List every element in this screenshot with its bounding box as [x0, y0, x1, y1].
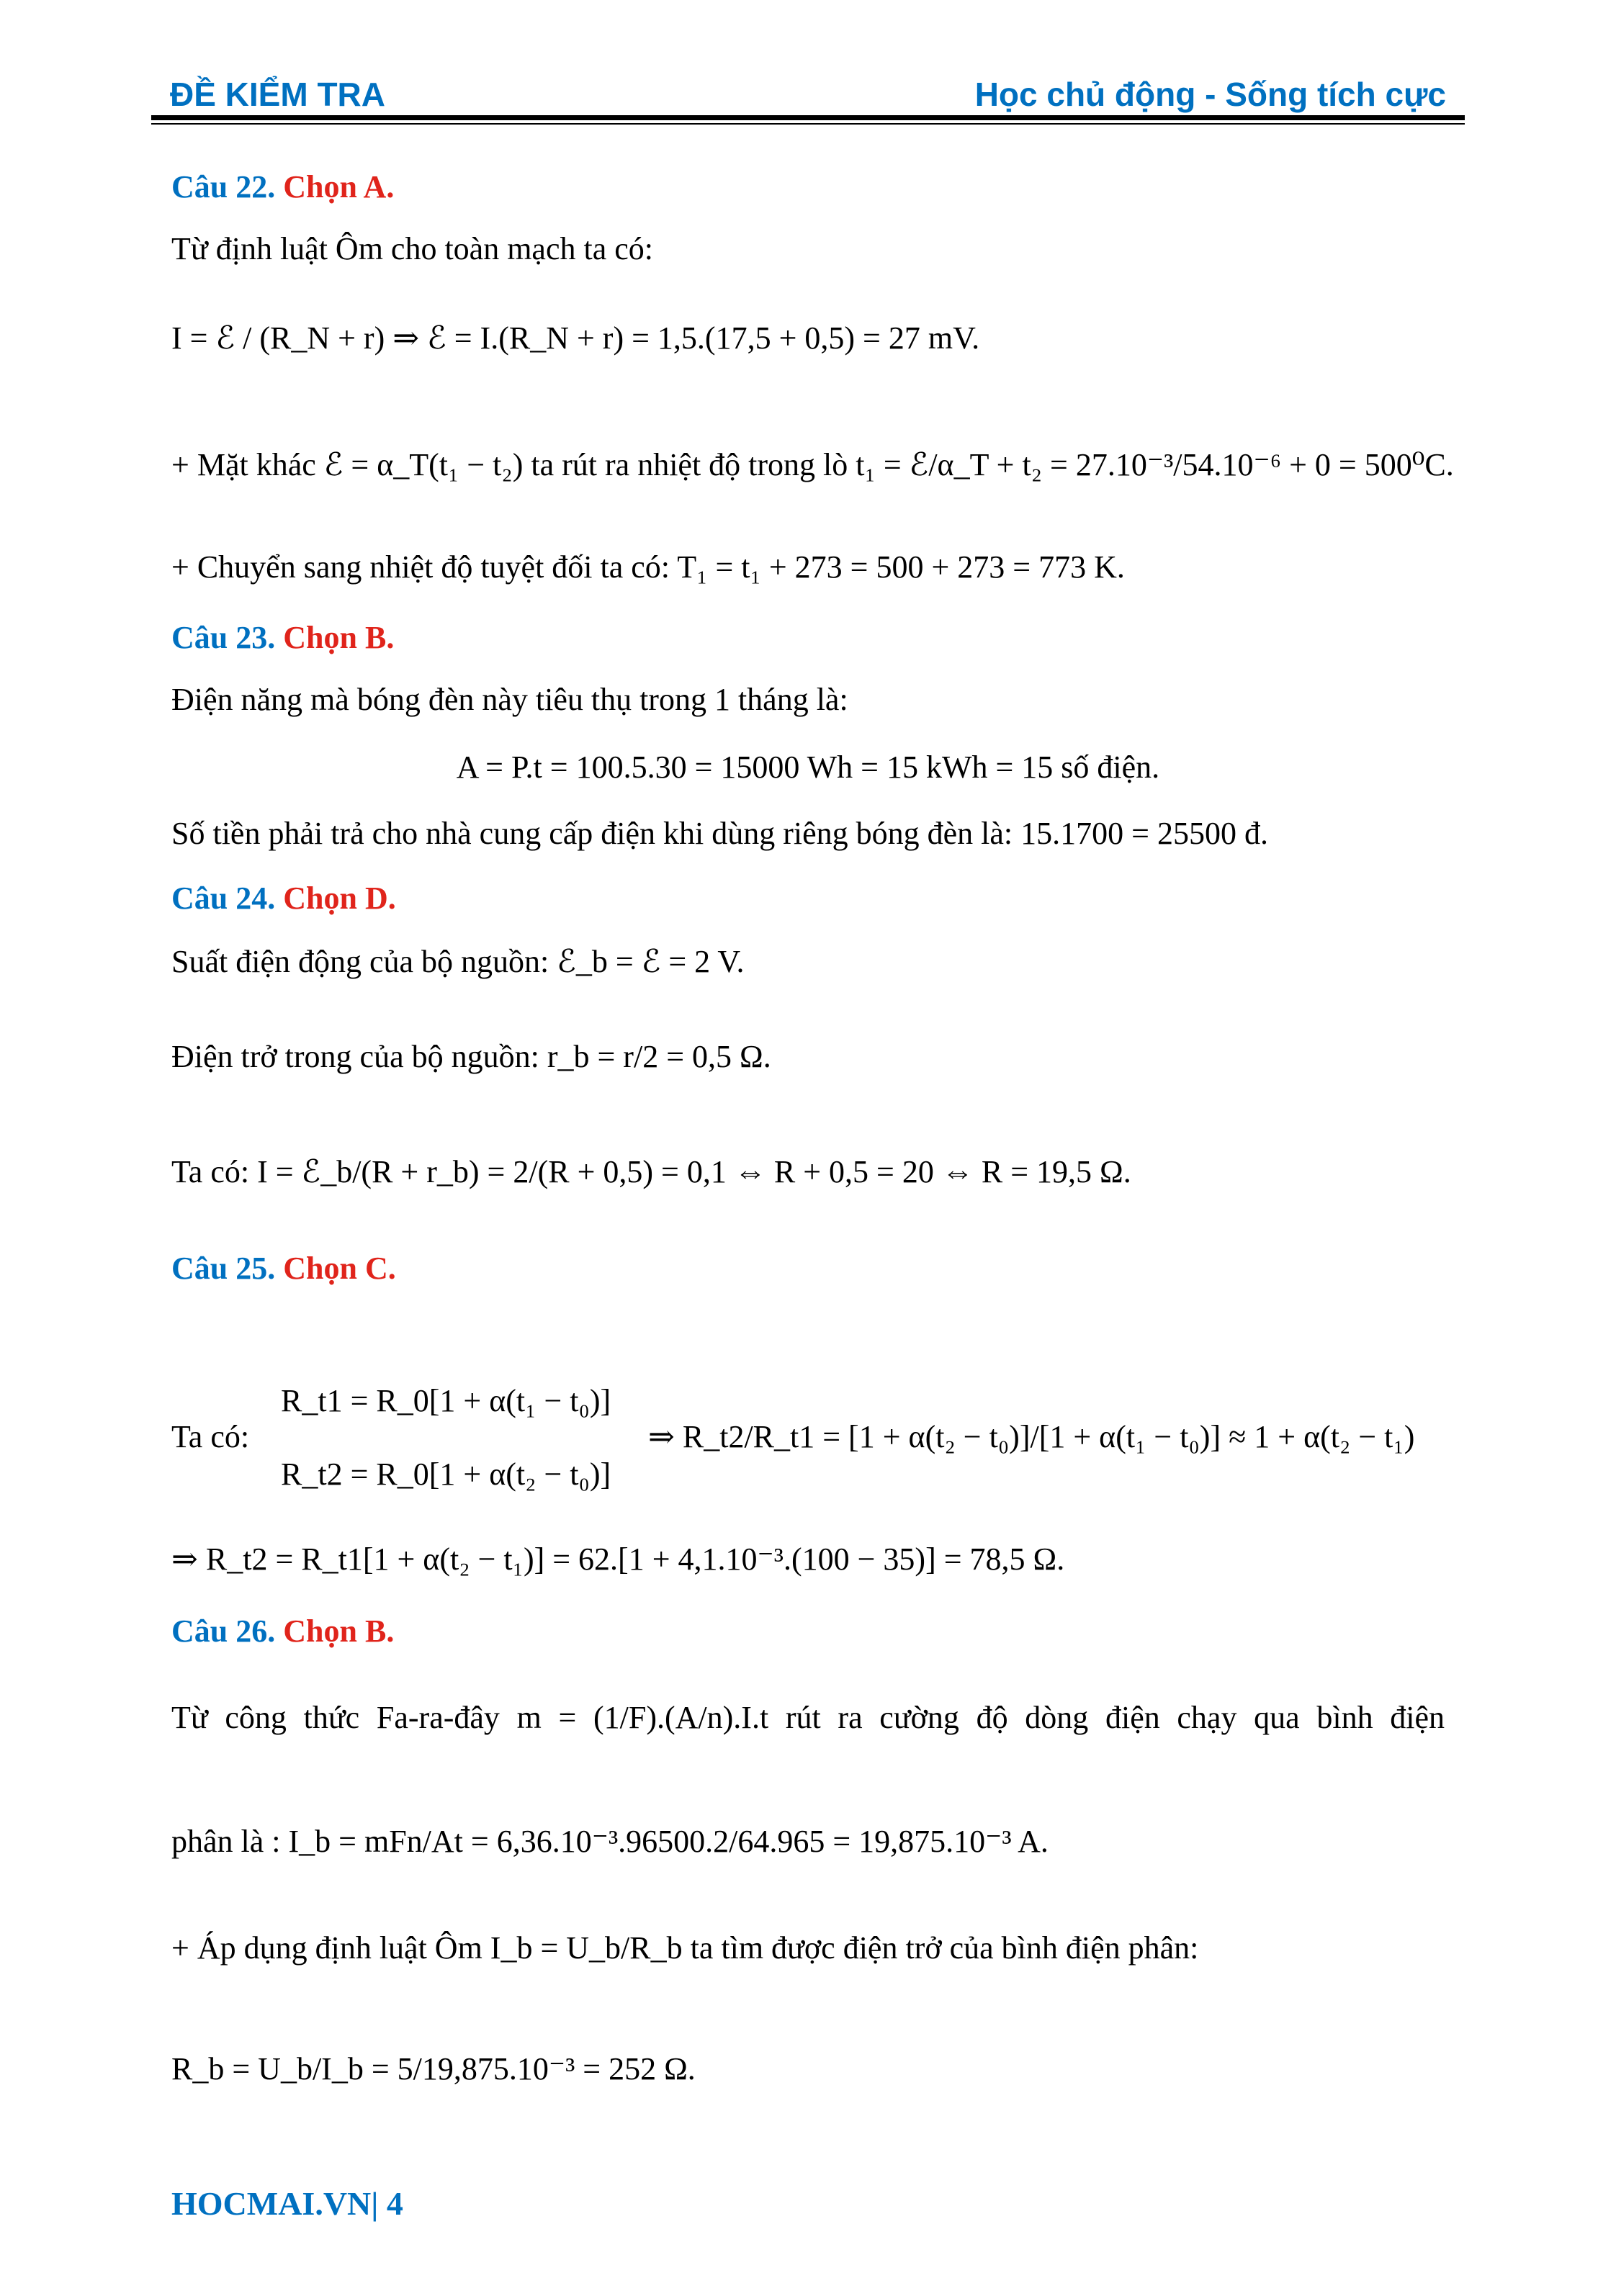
equation: I_b = U_b/R_b: [490, 1930, 683, 1966]
question-number: Câu 26.: [171, 1613, 276, 1649]
header-title: ĐỀ KIỂM TRA: [170, 76, 385, 113]
text: Điện trở trong của bộ nguồn:: [171, 1039, 539, 1074]
text: + Chuyển sang nhiệt độ tuyệt đối ta có:: [171, 549, 670, 585]
header-slogan: Học chủ động - Sống tích cực: [974, 76, 1446, 113]
header-rule-thin: [151, 123, 1465, 125]
text: ta rút ra nhiệt độ trong lò: [531, 447, 848, 482]
q22-heading: [171, 167, 394, 207]
text: phân là :: [171, 1824, 281, 1859]
q22-intro: Từ định luật Ôm cho toàn mạch ta có:: [171, 231, 654, 266]
text: Từ công thức Fa-ra-đây: [171, 1700, 500, 1735]
text: Số tiền phải trả cho nhà cung cấp điện khi dùng riêng bóng đèn là:: [171, 816, 1013, 851]
equation: 15.1700 = 25500 đ.: [1020, 816, 1268, 851]
q26-heading: [171, 1611, 394, 1652]
q23-line-2: [171, 814, 1268, 854]
answer-choice: Chọn B.: [283, 1613, 395, 1649]
equation: r_b = r/2 = 0,5 Ω.: [547, 1039, 771, 1074]
equation: ℰ_b = ℰ = 2 V.: [557, 944, 745, 979]
equation: m = (1/F).(A/n).I.t: [516, 1700, 769, 1735]
q22-equation-1: I = ℰ / (R_N + r) ⇒ ℰ = I.(R_N + r) = 1,5.(17,5 + 0,5) = 27 mV.: [171, 320, 980, 356]
q23-equation-1: A = P.t = 100.5.30 = 15000 Wh = 15 kWh = 15 số điện.: [456, 749, 1160, 785]
q26-line-1: [171, 1698, 1445, 1738]
q23-heading: [171, 618, 394, 658]
equation: T₁ = t₁ + 273 = 500 + 273 = 773 K.: [677, 549, 1125, 585]
q26-line-3: [171, 1928, 1198, 1968]
q23-intro: Điện năng mà bóng đèn này tiêu thụ trong 1 tháng là:: [171, 682, 848, 717]
equation: I_b = mFn/At = 6,36.10⁻³.96500.2/64.965 = 19,875.10⁻³ A.: [288, 1824, 1049, 1859]
question-number: Câu 25.: [171, 1251, 276, 1286]
text: + Áp dụng định luật Ôm: [171, 1930, 482, 1966]
q25-line-1: Ta có:: [171, 1419, 250, 1454]
equation: t₁ = ℰ/α_T + t₂ = 27.10⁻³/54.10⁻⁶ + 0 = 500⁰C.: [856, 447, 1454, 482]
answer-choice: Chọn A.: [283, 169, 395, 204]
q22-line-2: [171, 445, 1454, 485]
text: ta tìm được điện trở của bình điện phân:: [690, 1930, 1199, 1966]
answer-choice: Chọn B.: [283, 620, 395, 655]
question-number: Câu 24.: [171, 881, 276, 916]
q24-line-3: [171, 1152, 1131, 1192]
equation: I = ℰ_b/(R + r_b) = 2/(R + 0,5) = 0,1 ⇔ R + 0,5 = 20 ⇔ R = 19,5 Ω.: [257, 1154, 1131, 1189]
q25-result: ⇒ R_t2 = R_t1[1 + α(t₂ − t₁)] = 62.[1 + 4,1.10⁻³.(100 − 35)] = 78,5 Ω.: [171, 1541, 1065, 1577]
header-rule: [151, 115, 1465, 120]
text: rút ra cường độ dòng điện chạy qua bình điện: [785, 1700, 1445, 1735]
footer-page-number: HOCMAI.VN| 4: [171, 2185, 403, 2222]
text: Ta có:: [171, 1154, 250, 1189]
answer-choice: Chọn C.: [283, 1251, 396, 1286]
text: + Mặt khác: [171, 447, 316, 482]
q25-ratio: ⇒ R_t2/R_t1 = [1 + α(t₂ − t₀)]/[1 + α(t₁ − t₀)] ≈ 1 + α(t₂ − t₁): [648, 1419, 1415, 1454]
equation: ℰ = α_T(t₁ − t₂): [323, 447, 524, 482]
q26-line-4: R_b = U_b/I_b = 5/19,875.10⁻³ = 252 Ω.: [171, 2051, 696, 2086]
q22-line-3: [171, 547, 1125, 587]
q24-line-1: [171, 942, 744, 982]
answer-choice: Chọn D.: [283, 881, 396, 916]
q25-heading: [171, 1248, 396, 1289]
q24-heading: [171, 878, 396, 919]
question-number: Câu 22.: [171, 169, 276, 204]
question-number: Câu 23.: [171, 620, 276, 655]
text: Suất điện động của bộ nguồn:: [171, 944, 549, 979]
q25-system-eq-1: R_t1 = R_0[1 + α(t₁ − t₀)]: [281, 1383, 611, 1418]
q26-line-2: [171, 1822, 1049, 1862]
q24-line-2: [171, 1037, 771, 1077]
q25-system-eq-2: R_t2 = R_0[1 + α(t₂ − t₀)]: [281, 1457, 611, 1492]
